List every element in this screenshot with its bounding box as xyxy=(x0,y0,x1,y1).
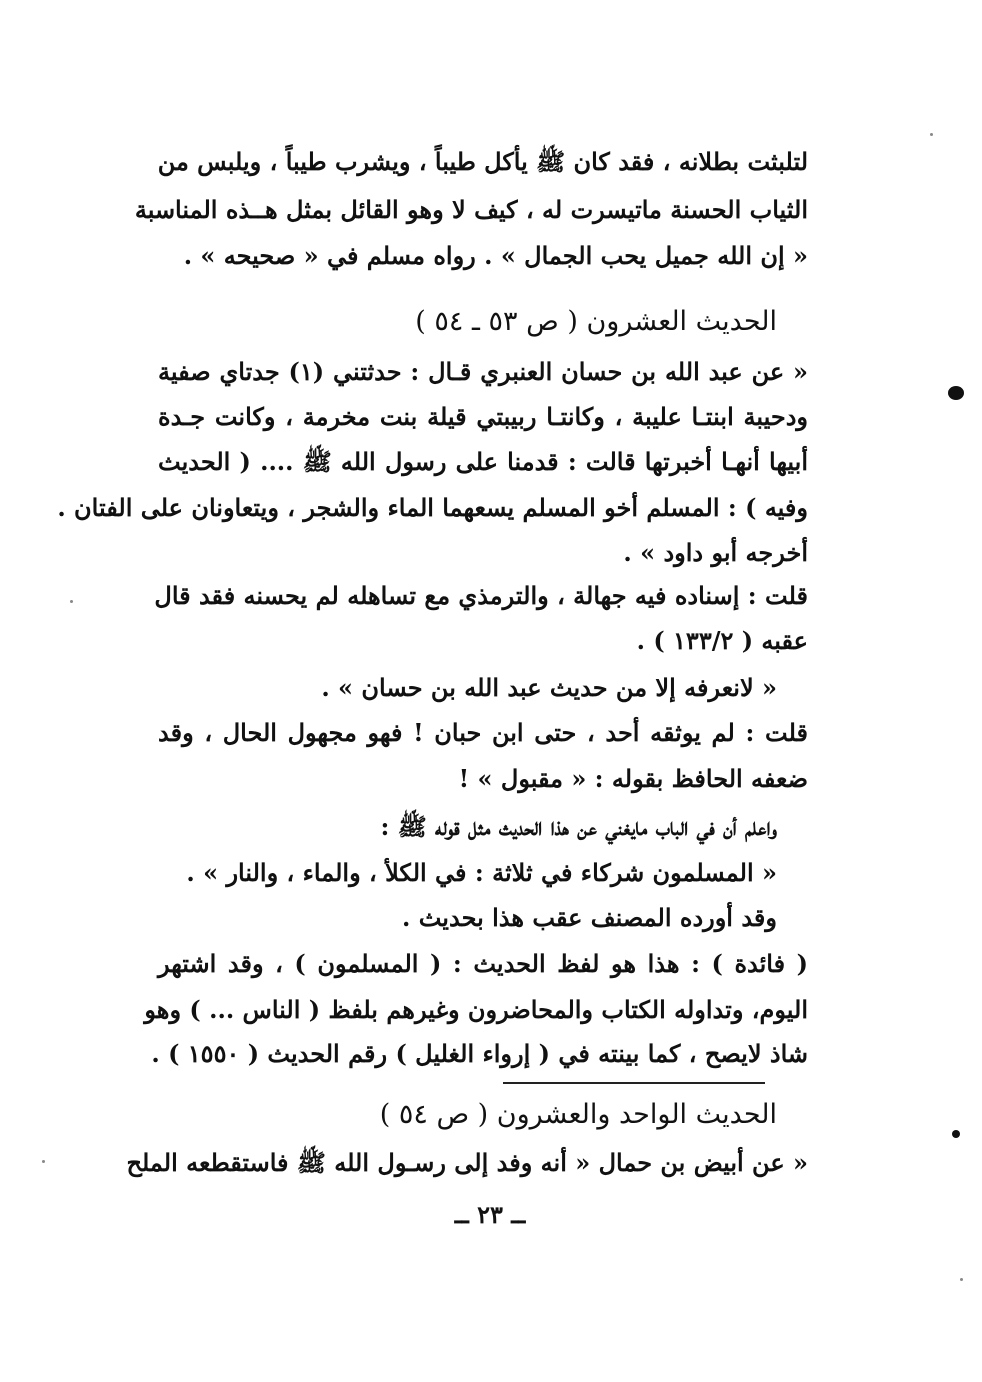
quote-line: « لانعرفه إلا من حديث عبد الله بن حسان » . xyxy=(321,673,777,702)
ink-speck xyxy=(70,600,73,603)
text-line: « إن الله جميل يحب الجمال » . رواه مسلم في « صحيحه » . xyxy=(183,241,808,270)
quote-line: « المسلمون شركاء في ثلاثة : في الكلأ ، والماء ، والنار » . xyxy=(186,858,777,887)
ink-speck xyxy=(930,133,933,136)
page-number: ــ ٢٣ ــ xyxy=(454,1200,526,1229)
text-line: أبيها أنهـا أخبرتها قالت : قدمنا على رسول الله ﷺ .... ( الحديث xyxy=(158,447,808,476)
section-heading: الحديث العشرون ( ص ٥٣ ـ ٥٤ ) xyxy=(415,306,777,337)
text-line: « عن عبد الله بن حسان العنبري قـال : حدثتني (١) جدتاي صفية xyxy=(158,357,809,386)
text-line: ضعفه الحافظ بقوله : « مقبول » ! xyxy=(458,764,808,793)
separator-rule xyxy=(503,1082,765,1084)
text-line: ودحيبة ابنتـا عليبة ، وكانتـا ربيبتي قيلة بنت مخرمة ، وكانت جـدة xyxy=(158,402,808,431)
text-line: « عن أبيض بن حمال « أنه وفد إلى رسـول الله ﷺ فاستقطعه الملح xyxy=(126,1148,808,1177)
ink-blot xyxy=(948,386,964,400)
text-line: شاذ لايصح ، كما بينته في ( إرواء الغليل ) رقم الحديث ( ١٥٥٠ ) . xyxy=(151,1039,808,1068)
text-line: وقد أورده المصنف عقب هذا بحديث . xyxy=(402,903,777,932)
text-line: اليوم، وتداوله الكتاب والمحاضرون وغيرهم بلفظ ( الناس ... ) وهو xyxy=(144,995,808,1024)
text-line: قلت : لم يوثقه أحد ، حتى ابن حبان ! فهو مجهول الحال ، وقد xyxy=(158,718,808,747)
text-line: قلت : إسناده فيه جهالة ، والترمذي مع تساهله لم يحسنه فقد قال xyxy=(154,581,808,610)
ink-speck xyxy=(42,1160,45,1163)
ink-speck xyxy=(960,1278,963,1281)
text-line: أخرجه أبو داود » . xyxy=(623,538,808,567)
section-heading: الحديث الواحد والعشرون ( ص ٥٤ ) xyxy=(379,1099,777,1130)
text-line: الثياب الحسنة ماتيسرت له ، كيف لا وهو القائل بمثل هــذه المناسبة xyxy=(134,195,808,224)
text-line: وفيه ) : المسلم أخو المسلم يسعهما الماء والشجر ، ويتعاونان على الفتان . xyxy=(57,493,808,522)
text-line: لتلبثت بطلانه ، فقد كان ﷺ يأكل طيباً ، ويشرب طيباً ، ويلبس من xyxy=(157,147,808,176)
ink-blot xyxy=(952,1130,960,1138)
text-line: عقبه ( ١٣٣/٢ ) . xyxy=(636,626,808,655)
text-line: ( فائدة ) : هذا هو لفظ الحديث : ( المسلمون ) ، وقد اشتهر xyxy=(158,949,808,978)
text-line: واعلم أن في الباب مايغني عن هذا الحديث مثل قوله ﷺ : xyxy=(380,812,777,841)
